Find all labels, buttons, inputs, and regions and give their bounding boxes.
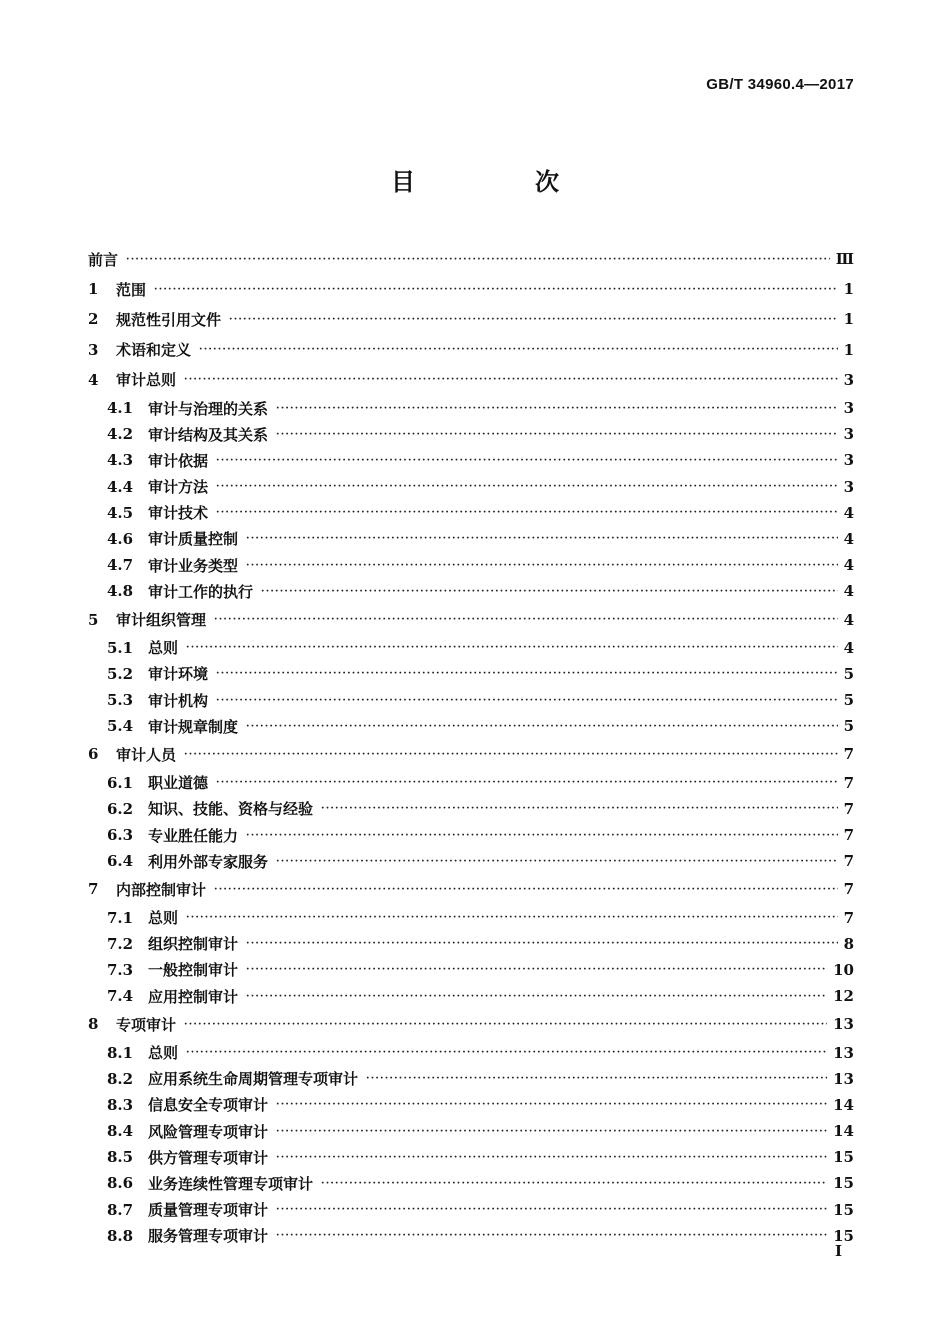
toc-entry-title: 审计组织管理 <box>116 611 207 630</box>
toc-entry[interactable] <box>88 304 854 334</box>
toc-entry-title: 规范性引用文件 <box>116 310 222 329</box>
toc-entry-page: 10 <box>833 960 854 979</box>
toc-entry-page: 4 <box>843 582 854 601</box>
toc-entry-page: 1 <box>843 310 854 329</box>
dot-leader <box>321 803 838 814</box>
dot-leader <box>276 1126 827 1137</box>
standard-number: GB/T 34960.4—2017 <box>706 76 854 93</box>
toc-entry-title: 职业道德 <box>148 774 209 793</box>
toc-entry[interactable] <box>88 526 854 552</box>
dot-leader <box>184 374 838 385</box>
toc-entry-title: 风险管理专项审计 <box>148 1122 269 1141</box>
toc-entry-number: 5.3 <box>107 691 134 710</box>
toc-entry-number: 8.7 <box>107 1200 134 1219</box>
toc-entry-title: 审计工作的执行 <box>148 582 254 601</box>
toc-entry-number: 8.4 <box>107 1122 134 1141</box>
toc-entry-title: 审计环境 <box>148 665 209 684</box>
toc-entry[interactable] <box>88 770 854 796</box>
toc-entry-page: 4 <box>843 556 854 575</box>
toc-entry-page: 7 <box>843 880 854 899</box>
toc-entry-page: 15 <box>833 1226 854 1245</box>
toc-entry[interactable] <box>88 500 854 526</box>
toc-entry-page: 5 <box>843 691 854 710</box>
toc-entry-number: 6.1 <box>107 773 134 792</box>
toc-entry-number: 8.1 <box>107 1043 134 1062</box>
toc-entry-title: 应用控制审计 <box>148 987 239 1006</box>
toc-entry[interactable] <box>88 957 854 983</box>
dot-leader <box>246 964 827 975</box>
dot-leader <box>154 284 838 295</box>
toc-entry-number: 5.4 <box>107 717 134 736</box>
toc-entry-page: 7 <box>843 799 854 818</box>
toc-entry-number: 6.4 <box>107 852 134 871</box>
toc-entry-page: 5 <box>843 717 854 736</box>
toc-entry-number: 6.3 <box>107 826 134 845</box>
toc-entry[interactable] <box>88 1197 854 1223</box>
toc-entry[interactable] <box>88 905 854 931</box>
toc-entry[interactable] <box>88 395 854 421</box>
toc-entry[interactable] <box>88 822 854 848</box>
toc-entry-page: 7 <box>843 745 854 764</box>
toc-entry-number: 3 <box>88 340 99 359</box>
dot-leader <box>276 1099 827 1110</box>
toc-entry-number: 6 <box>88 745 99 764</box>
toc-entry-number: 1 <box>88 280 99 299</box>
dot-leader <box>276 1230 827 1241</box>
toc-entry-number: 4.4 <box>107 477 134 496</box>
toc-entry-page: 1 <box>843 280 854 299</box>
toc-entry-page: 15 <box>833 1200 854 1219</box>
toc-entry-title: 审计方法 <box>148 478 209 497</box>
toc-entry[interactable] <box>88 1118 854 1144</box>
dot-leader <box>246 533 838 544</box>
toc-entry[interactable] <box>88 1009 854 1039</box>
toc-entry[interactable] <box>88 447 854 473</box>
toc-entry[interactable] <box>88 1144 854 1170</box>
toc-entry-page: 7 <box>843 908 854 927</box>
toc-entry[interactable] <box>88 739 854 769</box>
toc-entry-title: 审计总则 <box>116 371 177 390</box>
toc-entry[interactable] <box>88 687 854 713</box>
toc-entry-page: 13 <box>833 1043 854 1062</box>
toc-entry-page: Ⅲ <box>835 250 854 269</box>
toc-entry[interactable] <box>88 244 854 274</box>
dot-leader <box>214 614 838 625</box>
toc-entry-number: 6.2 <box>107 799 134 818</box>
dot-leader <box>184 749 838 760</box>
toc-entry-page: 13 <box>833 1015 854 1034</box>
page-number: I <box>834 1242 842 1260</box>
toc-entry-number: 8.5 <box>107 1148 134 1167</box>
toc-entry[interactable] <box>88 552 854 578</box>
toc-entry[interactable] <box>88 1066 854 1092</box>
toc-entry-number: 7.1 <box>107 908 134 927</box>
toc-entry-title: 应用系统生命周期管理专项审计 <box>148 1070 359 1089</box>
toc-entry-number: 4.1 <box>107 399 134 418</box>
toc-entry-title: 审计结构及其关系 <box>148 425 269 444</box>
toc-entry-title: 术语和定义 <box>116 341 192 360</box>
toc-entry[interactable] <box>88 421 854 447</box>
toc-entry[interactable] <box>88 874 854 904</box>
toc-entry[interactable] <box>88 635 854 661</box>
toc-entry-number: 8.3 <box>107 1095 134 1114</box>
toc-entry-title: 总则 <box>148 1044 179 1063</box>
dot-leader <box>366 1073 827 1084</box>
toc-entry-page: 7 <box>843 852 854 871</box>
toc-entry-title: 范围 <box>116 280 147 299</box>
toc-entry[interactable] <box>88 335 854 365</box>
dot-leader <box>246 938 838 949</box>
toc-entry-number: 8.2 <box>107 1069 134 1088</box>
toc-entry-title: 前言 <box>88 250 119 269</box>
toc-entry-title: 审计机构 <box>148 691 209 710</box>
toc-entry-title: 服务管理专项审计 <box>148 1227 269 1246</box>
dot-leader <box>199 344 838 355</box>
toc-entry-page: 14 <box>833 1095 854 1114</box>
toc-entry-number: 8 <box>88 1015 99 1034</box>
toc-entry[interactable] <box>88 274 854 304</box>
toc-entry[interactable] <box>88 474 854 500</box>
dot-leader <box>214 884 838 895</box>
dot-leader <box>246 830 838 841</box>
toc-entry-title: 审计规章制度 <box>148 717 239 736</box>
toc-entry-page: 14 <box>833 1122 854 1141</box>
toc-entry-page: 3 <box>843 451 854 470</box>
toc-entry[interactable] <box>88 796 854 822</box>
toc-entry[interactable] <box>88 1039 854 1065</box>
toc-entry-page: 1 <box>843 340 854 359</box>
toc-entry-title: 审计技术 <box>148 504 209 523</box>
dot-leader <box>216 507 838 518</box>
toc-entry[interactable] <box>88 578 854 604</box>
dot-leader <box>126 254 830 265</box>
toc-entry-number: 4.6 <box>107 529 134 548</box>
toc-entry-title: 审计人员 <box>116 745 177 764</box>
toc-entry-page: 4 <box>843 503 854 522</box>
toc-entry[interactable] <box>88 848 854 874</box>
toc-entry-title: 审计业务类型 <box>148 556 239 575</box>
toc-entry-page: 5 <box>843 664 854 683</box>
toc-entry-title: 内部控制审计 <box>116 880 207 899</box>
toc-entry[interactable] <box>88 1092 854 1118</box>
dot-leader <box>186 642 838 653</box>
toc-entry-title: 审计与治理的关系 <box>148 399 269 418</box>
toc-entry-title: 专项审计 <box>116 1015 177 1034</box>
toc-entry[interactable] <box>88 1223 854 1249</box>
dot-leader <box>276 856 838 867</box>
toc-entry-number: 4 <box>88 370 99 389</box>
toc-entry-title: 组织控制审计 <box>148 935 239 954</box>
toc-entry-number: 4.3 <box>107 451 134 470</box>
toc-entry[interactable] <box>88 1170 854 1196</box>
dot-leader <box>229 314 838 325</box>
toc-entry-page: 4 <box>843 610 854 629</box>
toc-entry-number: 4.5 <box>107 503 134 522</box>
dot-leader <box>321 1178 827 1189</box>
toc-entry-title: 审计依据 <box>148 451 209 470</box>
toc-entry-title: 利用外部专家服务 <box>148 852 269 871</box>
dot-leader <box>246 560 838 571</box>
toc-entry-page: 3 <box>843 477 854 496</box>
page-title: 目 次 <box>391 168 607 196</box>
toc-entry[interactable] <box>88 713 854 739</box>
toc-entry-page: 13 <box>833 1069 854 1088</box>
toc-entry-number: 4.8 <box>107 582 134 601</box>
toc-entry-page: 3 <box>843 370 854 389</box>
toc-entry-title: 一般控制审计 <box>148 961 239 980</box>
dot-leader <box>276 403 838 414</box>
toc-entry-number: 7.3 <box>107 960 134 979</box>
toc-entry[interactable] <box>88 661 854 687</box>
toc-entry-number: 7.2 <box>107 934 134 953</box>
dot-leader <box>246 721 838 732</box>
toc-entry-title: 供方管理专项审计 <box>148 1148 269 1167</box>
dot-leader <box>216 668 838 679</box>
toc-entry-number: 5.1 <box>107 638 134 657</box>
toc-entry-number: 7.4 <box>107 987 134 1006</box>
toc-entry[interactable] <box>88 604 854 634</box>
toc-entry-number: 4.2 <box>107 425 134 444</box>
toc-entry-page: 7 <box>843 826 854 845</box>
toc-entry-page: 8 <box>843 934 854 953</box>
toc-entry-page: 15 <box>833 1148 854 1167</box>
dot-leader <box>276 1152 827 1163</box>
toc-entry-title: 信息安全专项审计 <box>148 1096 269 1115</box>
dot-leader <box>184 1019 827 1030</box>
toc-entry[interactable] <box>88 983 854 1009</box>
toc-entry[interactable] <box>88 365 854 395</box>
toc-entry-number: 8.6 <box>107 1174 134 1193</box>
toc-entry-title: 质量管理专项审计 <box>148 1201 269 1220</box>
dot-leader <box>186 1047 827 1058</box>
dot-leader <box>186 912 838 923</box>
toc-entry-number: 5 <box>88 610 99 629</box>
toc-entry-title: 业务连续性管理专项审计 <box>148 1174 314 1193</box>
toc-entry-page: 12 <box>833 987 854 1006</box>
toc-entry-number: 8.8 <box>107 1226 134 1245</box>
toc-entry-page: 3 <box>843 399 854 418</box>
toc-entry-title: 总则 <box>148 639 179 658</box>
dot-leader <box>216 695 838 706</box>
toc-entry-title: 审计质量控制 <box>148 530 239 549</box>
dot-leader <box>216 481 838 492</box>
toc-entry-page: 4 <box>843 529 854 548</box>
toc-entry-number: 7 <box>88 880 99 899</box>
toc-entry-number: 5.2 <box>107 664 134 683</box>
dot-leader <box>216 777 838 788</box>
toc-entry-page: 4 <box>843 638 854 657</box>
toc-entry-page: 7 <box>843 773 854 792</box>
toc-entry-page: 3 <box>843 425 854 444</box>
toc-entry-page: 15 <box>833 1174 854 1193</box>
toc-entry-title: 专业胜任能力 <box>148 826 239 845</box>
toc-entry-title: 知识、技能、资格与经验 <box>148 800 314 819</box>
toc-entry-number: 2 <box>88 310 99 329</box>
dot-leader <box>261 586 838 597</box>
dot-leader <box>276 1204 827 1215</box>
dot-leader <box>276 429 838 440</box>
toc-entry-number: 4.7 <box>107 556 134 575</box>
table-of-contents <box>88 244 854 1249</box>
toc-entry-title: 总则 <box>148 909 179 928</box>
dot-leader <box>216 455 838 466</box>
toc-entry[interactable] <box>88 931 854 957</box>
dot-leader <box>246 991 827 1002</box>
